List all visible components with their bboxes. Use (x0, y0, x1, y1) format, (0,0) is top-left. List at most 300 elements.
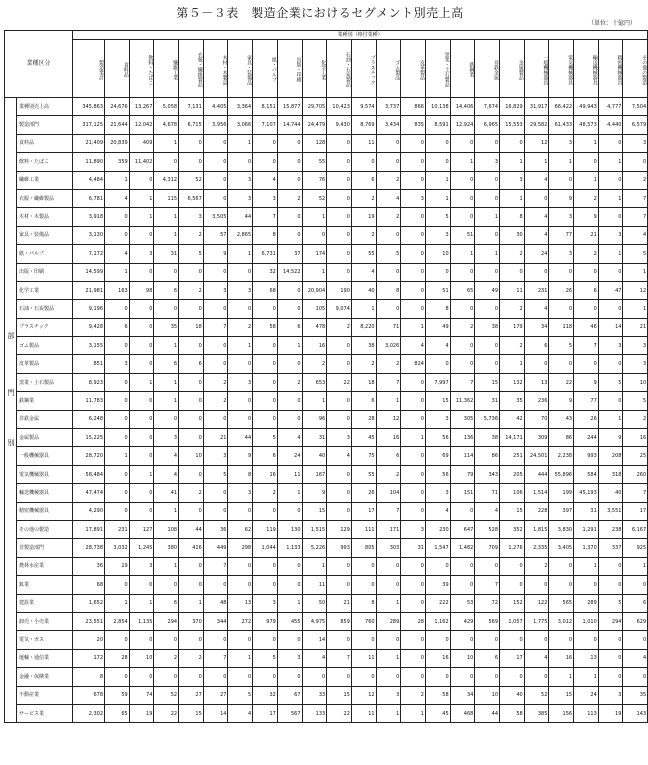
table-cell: 3 (105, 355, 130, 373)
table-cell: 96 (302, 410, 327, 428)
table-cell: 0 (450, 189, 475, 207)
table-cell: 167 (302, 465, 327, 483)
table-cell: 1 (228, 134, 253, 152)
table-cell: 0 (203, 337, 228, 355)
table-cell: 15 (179, 704, 204, 722)
table-cell: 0 (500, 631, 525, 649)
table-cell: 9 (302, 484, 327, 502)
column-header: プラスチック (351, 40, 376, 98)
table-cell: 1 (228, 337, 253, 355)
table-cell: 44 (228, 429, 253, 447)
table-cell: 0 (203, 300, 228, 318)
side-label-part: 別 (7, 439, 15, 447)
table-cell: 36 (73, 557, 105, 575)
table-cell: 47,474 (73, 484, 105, 502)
table-cell: 1 (154, 337, 179, 355)
table-cell: 0 (549, 300, 574, 318)
table-cell: 4 (228, 704, 253, 722)
table-cell: 2 (179, 226, 204, 244)
table-cell: 0 (401, 447, 426, 465)
table-cell: 0 (179, 263, 204, 281)
table-cell: 8 (500, 208, 525, 226)
table-cell: 40 (598, 484, 623, 502)
table-cell: 9,196 (73, 300, 105, 318)
row-label: 出版・印刷 (17, 263, 73, 281)
table-cell: 36 (203, 520, 228, 538)
table-cell: 238 (598, 520, 623, 538)
table-cell: 0 (129, 429, 154, 447)
side-label-part: 門 (7, 389, 15, 397)
table-cell: 0 (623, 668, 648, 686)
table-cell: 3,012 (549, 612, 574, 630)
column-header: 一般機械器具 (524, 40, 549, 98)
table-cell: 385 (524, 704, 549, 722)
segment-sales-table (4, 30, 648, 723)
table-cell: 1 (105, 171, 130, 189)
table-cell: 0 (401, 171, 426, 189)
table-cell: 0 (598, 392, 623, 410)
table-cell: 19 (351, 208, 376, 226)
table-cell: 108 (154, 520, 179, 538)
table-cell: 370 (179, 612, 204, 630)
table-cell: 3 (228, 373, 253, 391)
table-cell: 0 (401, 557, 426, 575)
table-cell: 1 (228, 649, 253, 667)
table-cell: 11 (351, 704, 376, 722)
table-cell: 67 (277, 686, 302, 704)
table-cell: 0 (327, 153, 352, 171)
table-cell: 0 (203, 631, 228, 649)
table-cell: 48,573 (574, 116, 599, 134)
column-header: 精密機械器具 (598, 40, 623, 98)
table-cell: 1 (154, 557, 179, 575)
table-cell: 132 (500, 373, 525, 391)
table-cell: 4 (154, 447, 179, 465)
table-cell: 6 (524, 337, 549, 355)
table-cell: 8 (253, 226, 278, 244)
row-label: 化学工業 (17, 281, 73, 299)
table-cell: 0 (598, 631, 623, 649)
table-cell: 993 (327, 539, 352, 557)
table-cell: 1 (105, 263, 130, 281)
table-cell: 0 (574, 300, 599, 318)
table-cell: 3 (500, 171, 525, 189)
table-cell: 0 (450, 300, 475, 318)
table-cell: 0 (376, 668, 401, 686)
table-cell: 38 (475, 429, 500, 447)
table-cell: 3 (598, 337, 623, 355)
table-cell: 0 (475, 263, 500, 281)
table-cell: 39 (425, 576, 450, 594)
table-cell: 86 (549, 429, 574, 447)
table-cell: 4 (376, 189, 401, 207)
table-cell: 6 (154, 281, 179, 299)
table-cell: 449 (203, 539, 228, 557)
table-cell: 0 (475, 300, 500, 318)
table-cell: 0 (351, 153, 376, 171)
table-cell: 4 (524, 226, 549, 244)
table-cell: 805 (351, 539, 376, 557)
side-label (5, 98, 17, 723)
column-header: 木材・木製品 (203, 40, 228, 98)
table-cell: 1 (129, 594, 154, 612)
table-row (5, 171, 648, 189)
table-cell: 0 (179, 153, 204, 171)
table-cell: 0 (549, 631, 574, 649)
row-label: 皮革製品 (17, 355, 73, 373)
table-cell: 15,553 (500, 116, 525, 134)
table-cell: 0 (450, 208, 475, 226)
table-cell: 24 (524, 245, 549, 263)
row-label: 家具・装備品 (17, 226, 73, 244)
table-cell: 55 (351, 245, 376, 263)
column-header: 金属製品 (500, 40, 525, 98)
table-cell: 0 (179, 576, 204, 594)
table-cell: 0 (228, 263, 253, 281)
table-cell: 3 (203, 281, 228, 299)
table-cell: 0 (500, 557, 525, 575)
table-cell: 303 (376, 539, 401, 557)
row-label: 衣服・繊維製品 (17, 189, 73, 207)
table-cell: 15 (475, 373, 500, 391)
table-cell: 0 (253, 631, 278, 649)
table-cell: 3,032 (105, 539, 130, 557)
table-cell: 6 (105, 318, 130, 336)
table-cell: 1,482 (450, 539, 475, 557)
table-cell: 1 (154, 208, 179, 226)
table-cell: 7,997 (425, 373, 450, 391)
table-cell: 74 (129, 686, 154, 704)
table-cell: 1 (105, 447, 130, 465)
table-cell: 345,863 (73, 98, 105, 116)
table-cell: 4,405 (203, 98, 228, 116)
table-cell: 40 (351, 281, 376, 299)
table-cell: 1 (598, 189, 623, 207)
table-cell: 15,225 (73, 429, 105, 447)
table-cell: 294 (154, 612, 179, 630)
table-cell: 0 (475, 189, 500, 207)
table-cell: 0 (574, 355, 599, 373)
table-cell: 0 (228, 410, 253, 428)
table-cell: 19 (598, 704, 623, 722)
table-cell: 0 (327, 208, 352, 226)
table-cell: 0 (105, 208, 130, 226)
table-cell: 143 (623, 704, 648, 722)
table-cell: 2,335 (524, 539, 549, 557)
table-cell: 11 (302, 576, 327, 594)
table-cell: 2 (574, 189, 599, 207)
table-cell: 7 (475, 576, 500, 594)
table-cell: 0 (574, 576, 599, 594)
table-cell: 0 (179, 429, 204, 447)
table-cell: 0 (203, 171, 228, 189)
table-cell: 0 (105, 502, 130, 520)
table-cell: 0 (327, 668, 352, 686)
table-cell: 0 (450, 668, 475, 686)
table-cell: 0 (401, 465, 426, 483)
table-cell: 43 (549, 410, 574, 428)
table-cell: 0 (598, 576, 623, 594)
table-cell: 2 (253, 484, 278, 502)
column-header: 皮革製品 (401, 40, 426, 98)
row-label: 石油・石炭製品 (17, 300, 73, 318)
table-cell: 19 (105, 557, 130, 575)
table-cell: 5,058 (154, 98, 179, 116)
table-cell: 1 (376, 594, 401, 612)
table-cell: 9 (549, 189, 574, 207)
table-cell: 0 (598, 355, 623, 373)
table-cell: 4 (524, 300, 549, 318)
table-cell: 0 (253, 373, 278, 391)
table-row (5, 116, 648, 134)
table-cell: 0 (598, 263, 623, 281)
table-cell: 31 (475, 392, 500, 410)
table-cell: 37 (277, 245, 302, 263)
table-cell: 0 (105, 465, 130, 483)
table-cell: 584 (574, 465, 599, 483)
table-cell: 0 (327, 134, 352, 152)
table-cell: 0 (203, 153, 228, 171)
table-cell: 62 (228, 520, 253, 538)
table-cell: 0 (376, 226, 401, 244)
table-cell: 4 (154, 465, 179, 483)
table-cell: 46 (574, 318, 599, 336)
table-cell: 0 (105, 392, 130, 410)
table-row (5, 189, 648, 207)
table-cell: 0 (277, 668, 302, 686)
table-cell: 5 (598, 373, 623, 391)
table-cell: 0 (277, 392, 302, 410)
table-row (5, 502, 648, 520)
table-cell: 9 (574, 373, 599, 391)
table-cell: 0 (376, 300, 401, 318)
table-cell: 34 (524, 318, 549, 336)
table-cell: 3,918 (73, 208, 105, 226)
table-cell: 0 (450, 631, 475, 649)
table-cell: 6,715 (179, 116, 204, 134)
table-cell: 0 (105, 576, 130, 594)
table-cell: 0 (327, 226, 352, 244)
table-cell: 2,302 (73, 704, 105, 722)
table-cell: 3 (401, 520, 426, 538)
table-cell: 1 (129, 208, 154, 226)
table-cell: 127 (129, 520, 154, 538)
table-cell: 0 (203, 410, 228, 428)
table-cell: 0 (401, 226, 426, 244)
table-cell: 28 (105, 649, 130, 667)
table-cell: 16 (623, 429, 648, 447)
table-cell: 30 (500, 226, 525, 244)
table-cell: 0 (105, 668, 130, 686)
table-cell: 1 (277, 337, 302, 355)
row-label: 食料品 (17, 134, 73, 152)
table-cell: 231 (105, 520, 130, 538)
column-header: ゴム製品 (376, 40, 401, 98)
table-cell: 1 (549, 668, 574, 686)
table-cell: 244 (574, 429, 599, 447)
column-header: 窯業・土石製品 (425, 40, 450, 98)
table-cell: 0 (277, 410, 302, 428)
table-cell: 3 (154, 429, 179, 447)
table-cell: 2 (351, 355, 376, 373)
table-cell: 0 (179, 465, 204, 483)
table-cell: 1 (154, 134, 179, 152)
table-cell: 0 (228, 557, 253, 575)
table-cell: 111 (351, 520, 376, 538)
table-cell: 8 (376, 281, 401, 299)
table-cell: 8 (228, 465, 253, 483)
table-cell: 2 (154, 649, 179, 667)
table-cell: 7 (376, 373, 401, 391)
table-cell: 11 (500, 281, 525, 299)
table-cell: 0 (327, 171, 352, 189)
table-cell: 55,896 (549, 465, 574, 483)
table-cell: 34 (450, 686, 475, 704)
table-cell: 1 (524, 153, 549, 171)
table-cell: 1 (376, 649, 401, 667)
table-cell: 17 (253, 704, 278, 722)
table-cell: 190 (327, 281, 352, 299)
table-cell: 0 (598, 300, 623, 318)
table-row (5, 704, 648, 722)
row-label: サービス業 (17, 704, 73, 722)
table-cell: 0 (228, 576, 253, 594)
table-cell: 0 (228, 502, 253, 520)
table-cell: 0 (253, 576, 278, 594)
table-cell: 4,975 (302, 612, 327, 630)
table-cell: 0 (549, 576, 574, 594)
table-cell: 6 (179, 355, 204, 373)
table-cell: 179 (500, 318, 525, 336)
table-cell: 21 (574, 226, 599, 244)
table-cell: 41 (154, 484, 179, 502)
table-cell: 86 (475, 447, 500, 465)
table-cell: 10 (623, 373, 648, 391)
table-cell: 0 (376, 557, 401, 575)
table-cell: 1 (179, 594, 204, 612)
table-cell: 22 (327, 704, 352, 722)
table-cell: 1 (623, 300, 648, 318)
table-cell: 6,965 (475, 116, 500, 134)
table-cell: 0 (154, 631, 179, 649)
table-cell: 0 (179, 134, 204, 152)
table-cell: 0 (500, 134, 525, 152)
table-cell: 0 (203, 263, 228, 281)
table-cell: 709 (475, 539, 500, 557)
table-cell: 0 (277, 502, 302, 520)
table-cell: 2 (376, 171, 401, 189)
table-cell: 38 (475, 318, 500, 336)
table-cell: 172 (73, 649, 105, 667)
table-cell: 45 (425, 704, 450, 722)
table-cell: 7 (574, 337, 599, 355)
table-cell: 4 (425, 502, 450, 520)
corner-label: 業種区分 (5, 31, 73, 98)
table-cell: 11 (351, 649, 376, 667)
table-cell: 72 (475, 594, 500, 612)
table-cell: 1 (277, 594, 302, 612)
table-cell: 17,891 (73, 520, 105, 538)
table-cell: 4 (623, 226, 648, 244)
table-cell: 0 (450, 171, 475, 189)
table-cell: 50 (302, 594, 327, 612)
table-cell: 0 (253, 410, 278, 428)
table-cell: 152 (500, 594, 525, 612)
row-label: 鉱業 (17, 576, 73, 594)
row-label: 一般機械器具 (17, 447, 73, 465)
table-cell: 3 (203, 447, 228, 465)
table-cell: 6 (154, 594, 179, 612)
table-cell: 44 (475, 704, 500, 722)
table-cell: 31,917 (524, 98, 549, 116)
table-cell: 68 (253, 281, 278, 299)
table-cell: 7 (203, 649, 228, 667)
table-cell: 0 (598, 171, 623, 189)
table-cell: 77 (549, 226, 574, 244)
table-cell: 0 (549, 263, 574, 281)
table-cell: 3 (623, 134, 648, 152)
table-cell: 44 (179, 520, 204, 538)
table-cell: 49 (425, 318, 450, 336)
column-header: 非鉄金属 (475, 40, 500, 98)
table-cell: 0 (277, 576, 302, 594)
table-cell: 0 (154, 300, 179, 318)
table-cell: 9 (598, 429, 623, 447)
table-cell: 6,781 (73, 189, 105, 207)
table-cell: 0 (154, 410, 179, 428)
table-cell: 0 (179, 300, 204, 318)
table-row (5, 208, 648, 226)
table-cell: 69 (425, 447, 450, 465)
row-label: 非製造部門 (17, 539, 73, 557)
table-cell: 0 (253, 557, 278, 575)
table-cell: 4,484 (73, 171, 105, 189)
table-cell: 409 (129, 134, 154, 152)
row-label: 繊維工業 (17, 171, 73, 189)
table-cell: 14,171 (500, 429, 525, 447)
table-cell: 231 (524, 281, 549, 299)
table-cell: 0 (401, 484, 426, 502)
table-cell: 10 (129, 649, 154, 667)
table-cell: 0 (376, 631, 401, 649)
table-cell: 0 (277, 355, 302, 373)
table-cell: 3 (129, 557, 154, 575)
table-cell: 0 (129, 631, 154, 649)
table-cell: 979 (253, 612, 278, 630)
table-cell: 38 (351, 337, 376, 355)
table-cell: 7,504 (623, 98, 648, 116)
table-cell: 12 (351, 686, 376, 704)
table-cell: 0 (129, 337, 154, 355)
table-cell: 0 (228, 392, 253, 410)
table-cell: 0 (401, 245, 426, 263)
table-cell: 0 (376, 576, 401, 594)
table-cell: 2 (376, 355, 401, 373)
table-cell: 0 (401, 594, 426, 612)
table-cell: 0 (327, 189, 352, 207)
table-cell: 0 (401, 668, 426, 686)
table-cell: 0 (327, 465, 352, 483)
table-cell: 26 (549, 281, 574, 299)
table-cell: 0 (524, 355, 549, 373)
table-cell: 0 (598, 649, 623, 667)
table-cell: 0 (425, 668, 450, 686)
table-cell: 6 (351, 171, 376, 189)
table-cell: 75 (351, 447, 376, 465)
table-cell: 20,904 (302, 281, 327, 299)
table-cell: 2 (500, 300, 525, 318)
table-cell: 260 (623, 465, 648, 483)
